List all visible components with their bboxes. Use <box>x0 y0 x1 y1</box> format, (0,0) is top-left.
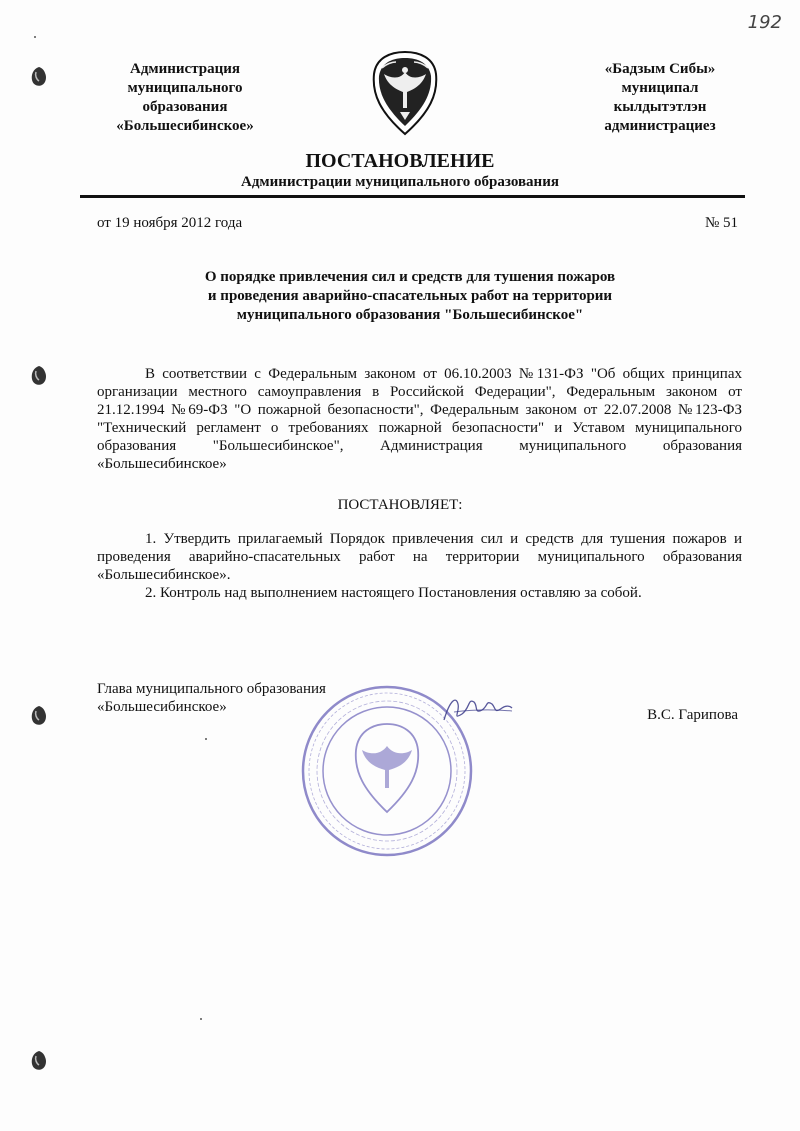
header-right-line: «Бадзым Сибы» <box>604 61 716 77</box>
document-number: № 51 <box>704 215 738 231</box>
header-left-line: образования <box>142 99 228 115</box>
header-left <box>85 60 285 136</box>
subject-line: О порядке привлечения сил и средств для тушения пожаров <box>204 269 616 285</box>
header-left-line: муниципального <box>127 80 243 96</box>
header-left-line: «Большесибинское» <box>116 118 254 134</box>
subject-line: и проведения аварийно-спасательных работ на территории <box>207 288 613 304</box>
header-right-line: муниципал <box>621 80 699 96</box>
decree-item: 2. Контроль над выполнением настоящего Постановления оставляю за собой. <box>145 585 642 601</box>
signatory-position-line: Глава муниципального образования <box>97 681 326 697</box>
handwritten-signature <box>440 690 515 730</box>
header-right-line: администрациез <box>604 118 716 134</box>
coat-of-arms-icon <box>370 50 440 136</box>
signatory-name: В.С. Гарипова <box>647 707 738 723</box>
punch-hole-icon <box>30 1050 48 1072</box>
decree-heading: ПОСТАНОВЛЯЕТ: <box>337 497 463 513</box>
signatory-position-line: «Большесибинское» <box>97 699 227 715</box>
header-right <box>560 60 760 136</box>
preamble-paragraph: В соответствии с Федеральным законом от 06.10.2003 №131-ФЗ "Об общих принципах организации местного самоуправления в Российской Федерации", Федеральным законом от 21.12.1994 №69-ФЗ "О пожарной безопасности", Федеральным законом от 22.07.2008 №123-ФЗ "Технический регламент о требованиях пожарной безопасности" и Уставом муниципального образования "Большесибинское", Администрация муниципального образования «Большесибинское» <box>97 366 742 472</box>
document-title: ПОСТАНОВЛЕНИЕ <box>305 150 495 172</box>
document-subtitle: Администрации муниципального образования <box>241 174 559 190</box>
subject-line: муниципального образования "Большесибинское" <box>236 307 584 323</box>
scan-speck <box>205 738 207 740</box>
header-divider <box>80 195 745 198</box>
decree-items <box>97 530 742 602</box>
document-subject <box>160 268 660 325</box>
header-left-line: Администрация <box>129 61 241 77</box>
punch-hole-icon <box>30 66 48 88</box>
scan-speck <box>200 1018 202 1020</box>
document-date: от 19 ноября 2012 года <box>97 215 243 231</box>
decree-item: 1. Утвердить прилагаемый Порядок привлечения сил и средств для тушения пожаров и проведения аварийно-спасательных работ на территории муниципального образования «Большесибинское». <box>97 531 742 583</box>
punch-hole-icon <box>30 365 48 387</box>
scan-speck <box>34 36 36 38</box>
punch-hole-icon <box>30 705 48 727</box>
page-number: 192 <box>747 12 782 33</box>
header-right-line: кылдытэтлэн <box>613 99 707 115</box>
signatory-position <box>97 680 326 716</box>
